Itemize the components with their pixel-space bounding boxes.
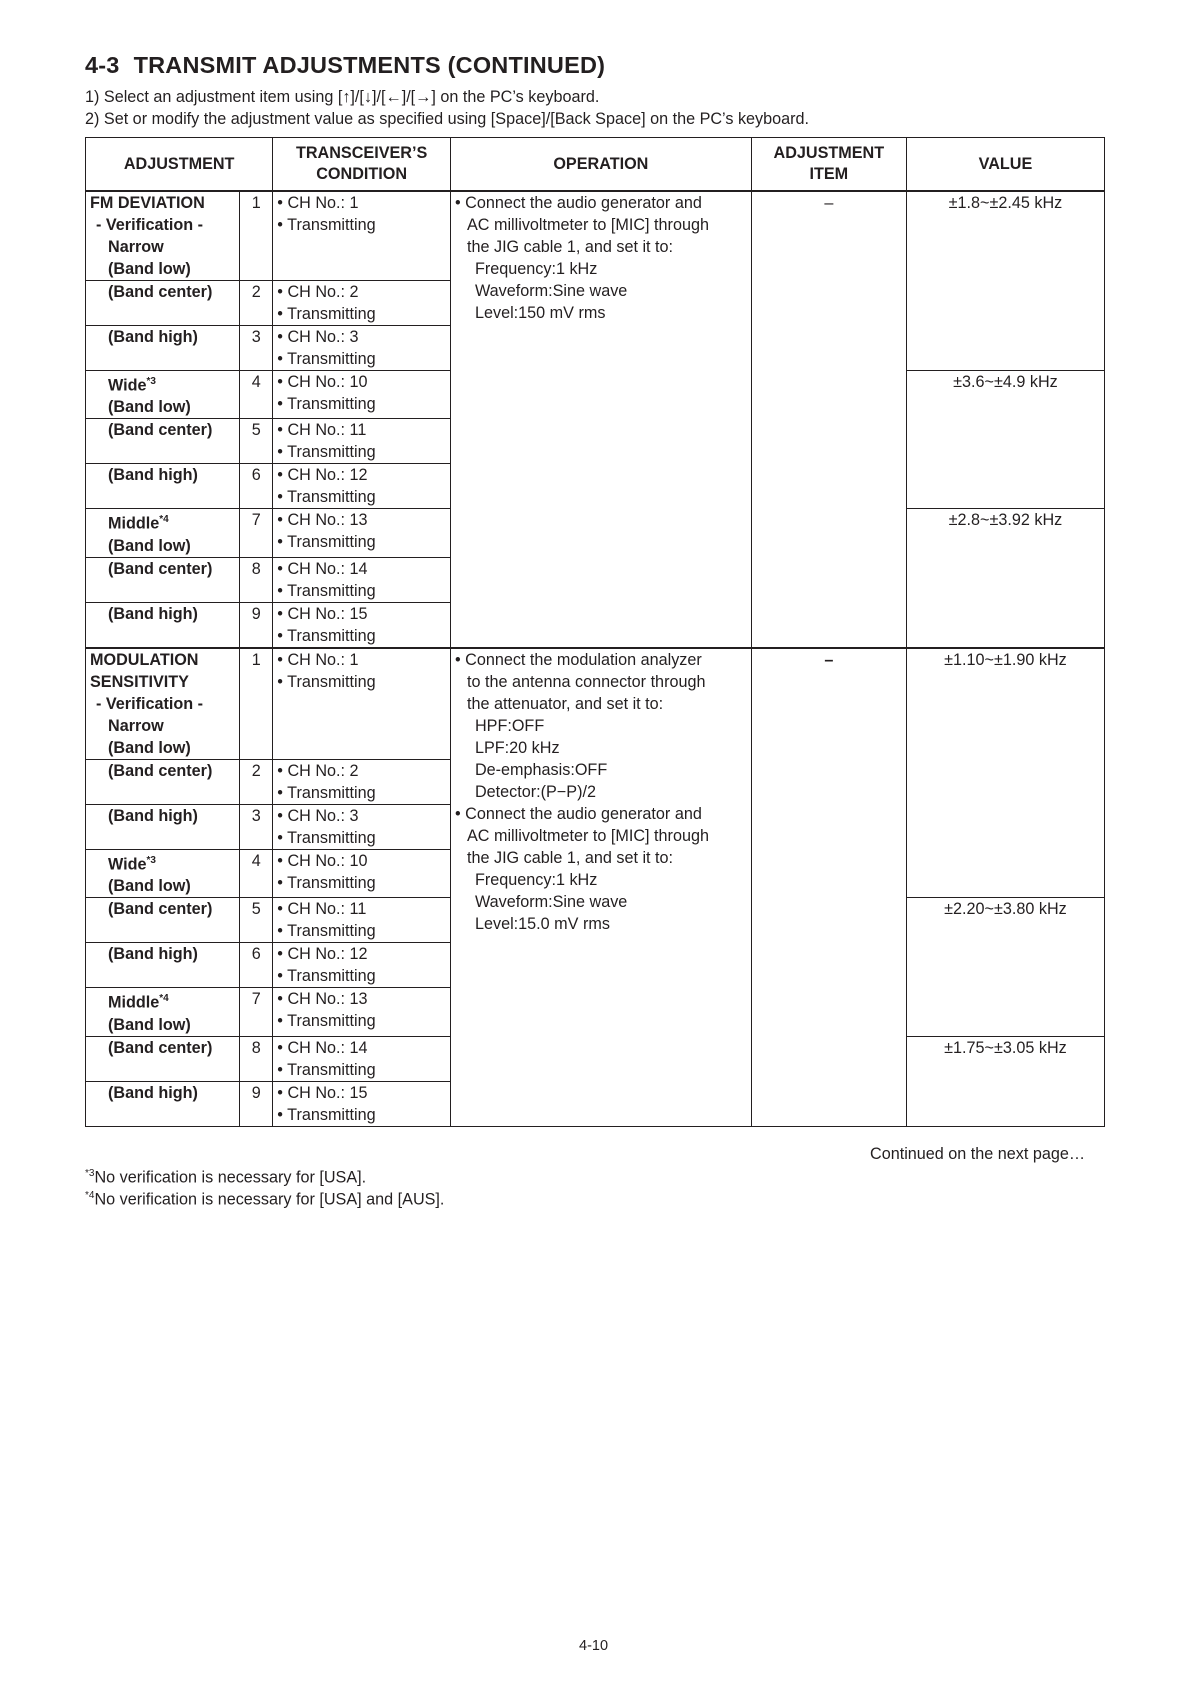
- table-row: [86, 648, 1105, 760]
- header-adjustment: ADJUSTMENT: [86, 138, 273, 192]
- footnote-3: $^{*3}$No verification is necessary for [USA].: [85, 1168, 367, 1187]
- condition-cell: • CH No.: 15 • Transmitting: [273, 1081, 451, 1126]
- condition-cell: • CH No.: 13 • Transmitting: [273, 988, 451, 1036]
- adj-fm-narrow-low: FM DEVIATION - Verification - Narrow (Band low): [86, 191, 240, 281]
- adj-mod-narrow-low: MODULATION SENSITIVITY - Verification - Narrow (Band low): [86, 648, 240, 760]
- adj-band-high: (Band high): [86, 1081, 240, 1126]
- condition-cell: • CH No.: 2 • Transmitting: [273, 759, 451, 804]
- instruction-1: 1) Select an adjustment item using [↑]/[↓]/[←]/[→] on the PC’s keyboard.: [85, 88, 600, 106]
- page-number: 4-10: [579, 1638, 609, 1654]
- adj-wide-low: Wide$^{*3}$ (Band low): [86, 371, 240, 419]
- step-number: 6: [240, 943, 273, 988]
- step-number: 4: [240, 371, 273, 419]
- condition-cell: • CH No.: 12 • Transmitting: [273, 464, 451, 509]
- condition-cell: • CH No.: 14 • Transmitting: [273, 1036, 451, 1081]
- adj-band-high: (Band high): [86, 804, 240, 849]
- operation-mod: • Connect the modulation analyzer to the antenna connector through the attenuator, and set it to: HPF:OFF LPF:20 kHz De-emphasis:OFF Detector:(P−P)/2 • Connect the audio generator and AC millivoltmeter to [MIC] through the JIG cable 1, and set it to: Frequency:1 kHz Waveform:Sine wave Level:15.0 mV rms: [450, 648, 751, 1126]
- step-number: 3: [240, 326, 273, 371]
- value-mod-wide: ±2.20~±3.80 kHz: [906, 898, 1104, 1036]
- condition-cell: • CH No.: 3 • Transmitting: [273, 326, 451, 371]
- step-number: 5: [240, 419, 273, 464]
- adjustment-item-fm: –: [751, 191, 906, 648]
- section-title: TRANSMIT ADJUSTMENTS (CONTINUED): [133, 52, 606, 78]
- value-mod-middle: ±1.75~±3.05 kHz: [906, 1036, 1104, 1126]
- adj-band-center: (Band center): [86, 419, 240, 464]
- step-number: 9: [240, 1081, 273, 1126]
- value-fm-narrow: ±1.8~±2.45 kHz: [906, 191, 1104, 371]
- condition-cell: • CH No.: 13 • Transmitting: [273, 509, 451, 557]
- step-number: 4: [240, 849, 273, 897]
- adj-band-high: (Band high): [86, 943, 240, 988]
- value-fm-middle: ±2.8~±3.92 kHz: [906, 509, 1104, 648]
- adj-band-center: (Band center): [86, 1036, 240, 1081]
- adjustment-item-mod: –: [751, 648, 906, 1126]
- continued-note: Continued on the next page…: [870, 1145, 1086, 1163]
- header-condition: TRANSCEIVER’S CONDITION: [273, 138, 451, 192]
- step-number: 7: [240, 988, 273, 1036]
- condition-cell: • CH No.: 12 • Transmitting: [273, 943, 451, 988]
- condition-cell: • CH No.: 1 • Transmitting: [273, 191, 451, 281]
- step-number: 2: [240, 281, 273, 326]
- value-mod-narrow: ±1.10~±1.90 kHz: [906, 648, 1104, 898]
- adj-wide-low: Wide$^{*3}$ (Band low): [86, 849, 240, 897]
- adjustment-table: [85, 137, 1105, 1127]
- value-fm-wide: ±3.6~±4.9 kHz: [906, 371, 1104, 509]
- step-number: 1: [240, 191, 273, 281]
- condition-cell: • CH No.: 11 • Transmitting: [273, 898, 451, 943]
- header-item: ADJUSTMENT ITEM: [751, 138, 906, 192]
- section-number: 4-3: [85, 52, 120, 78]
- step-number: 7: [240, 509, 273, 557]
- instruction-2: 2) Set or modify the adjustment value as specified using [Space]/[Back Space] on the PC’s keyboard.: [85, 110, 810, 128]
- adj-band-center: (Band center): [86, 557, 240, 602]
- condition-cell: • CH No.: 10 • Transmitting: [273, 371, 451, 419]
- header-operation: OPERATION: [450, 138, 751, 192]
- adj-band-center: (Band center): [86, 898, 240, 943]
- step-number: 1: [240, 648, 273, 760]
- step-number: 3: [240, 804, 273, 849]
- adj-band-high: (Band high): [86, 464, 240, 509]
- adj-band-high: (Band high): [86, 602, 240, 648]
- condition-cell: • CH No.: 10 • Transmitting: [273, 849, 451, 897]
- condition-cell: • CH No.: 15 • Transmitting: [273, 602, 451, 648]
- operation-fm: • Connect the audio generator and AC millivoltmeter to [MIC] through the JIG cable 1, and set it to: Frequency:1 kHz Waveform:Sine wave Level:150 mV rms: [450, 191, 751, 648]
- condition-cell: • CH No.: 1 • Transmitting: [273, 648, 451, 760]
- condition-cell: • CH No.: 2 • Transmitting: [273, 281, 451, 326]
- step-number: 2: [240, 759, 273, 804]
- page-title: [85, 52, 605, 79]
- condition-cell: • CH No.: 11 • Transmitting: [273, 419, 451, 464]
- header-value: VALUE: [906, 138, 1104, 192]
- table-header-row: [86, 138, 1105, 192]
- adj-band-center: (Band center): [86, 759, 240, 804]
- adj-middle-low: Middle$^{*4}$ (Band low): [86, 988, 240, 1036]
- footnote-4: $^{*4}$No verification is necessary for [USA] and [AUS].: [85, 1190, 445, 1209]
- step-number: 6: [240, 464, 273, 509]
- condition-cell: • CH No.: 3 • Transmitting: [273, 804, 451, 849]
- condition-cell: • CH No.: 14 • Transmitting: [273, 557, 451, 602]
- adj-band-high: (Band high): [86, 326, 240, 371]
- step-number: 5: [240, 898, 273, 943]
- table-row: [86, 191, 1105, 281]
- adj-band-center: (Band center): [86, 281, 240, 326]
- step-number: 9: [240, 602, 273, 648]
- step-number: 8: [240, 1036, 273, 1081]
- adj-middle-low: Middle$^{*4}$ (Band low): [86, 509, 240, 557]
- step-number: 8: [240, 557, 273, 602]
